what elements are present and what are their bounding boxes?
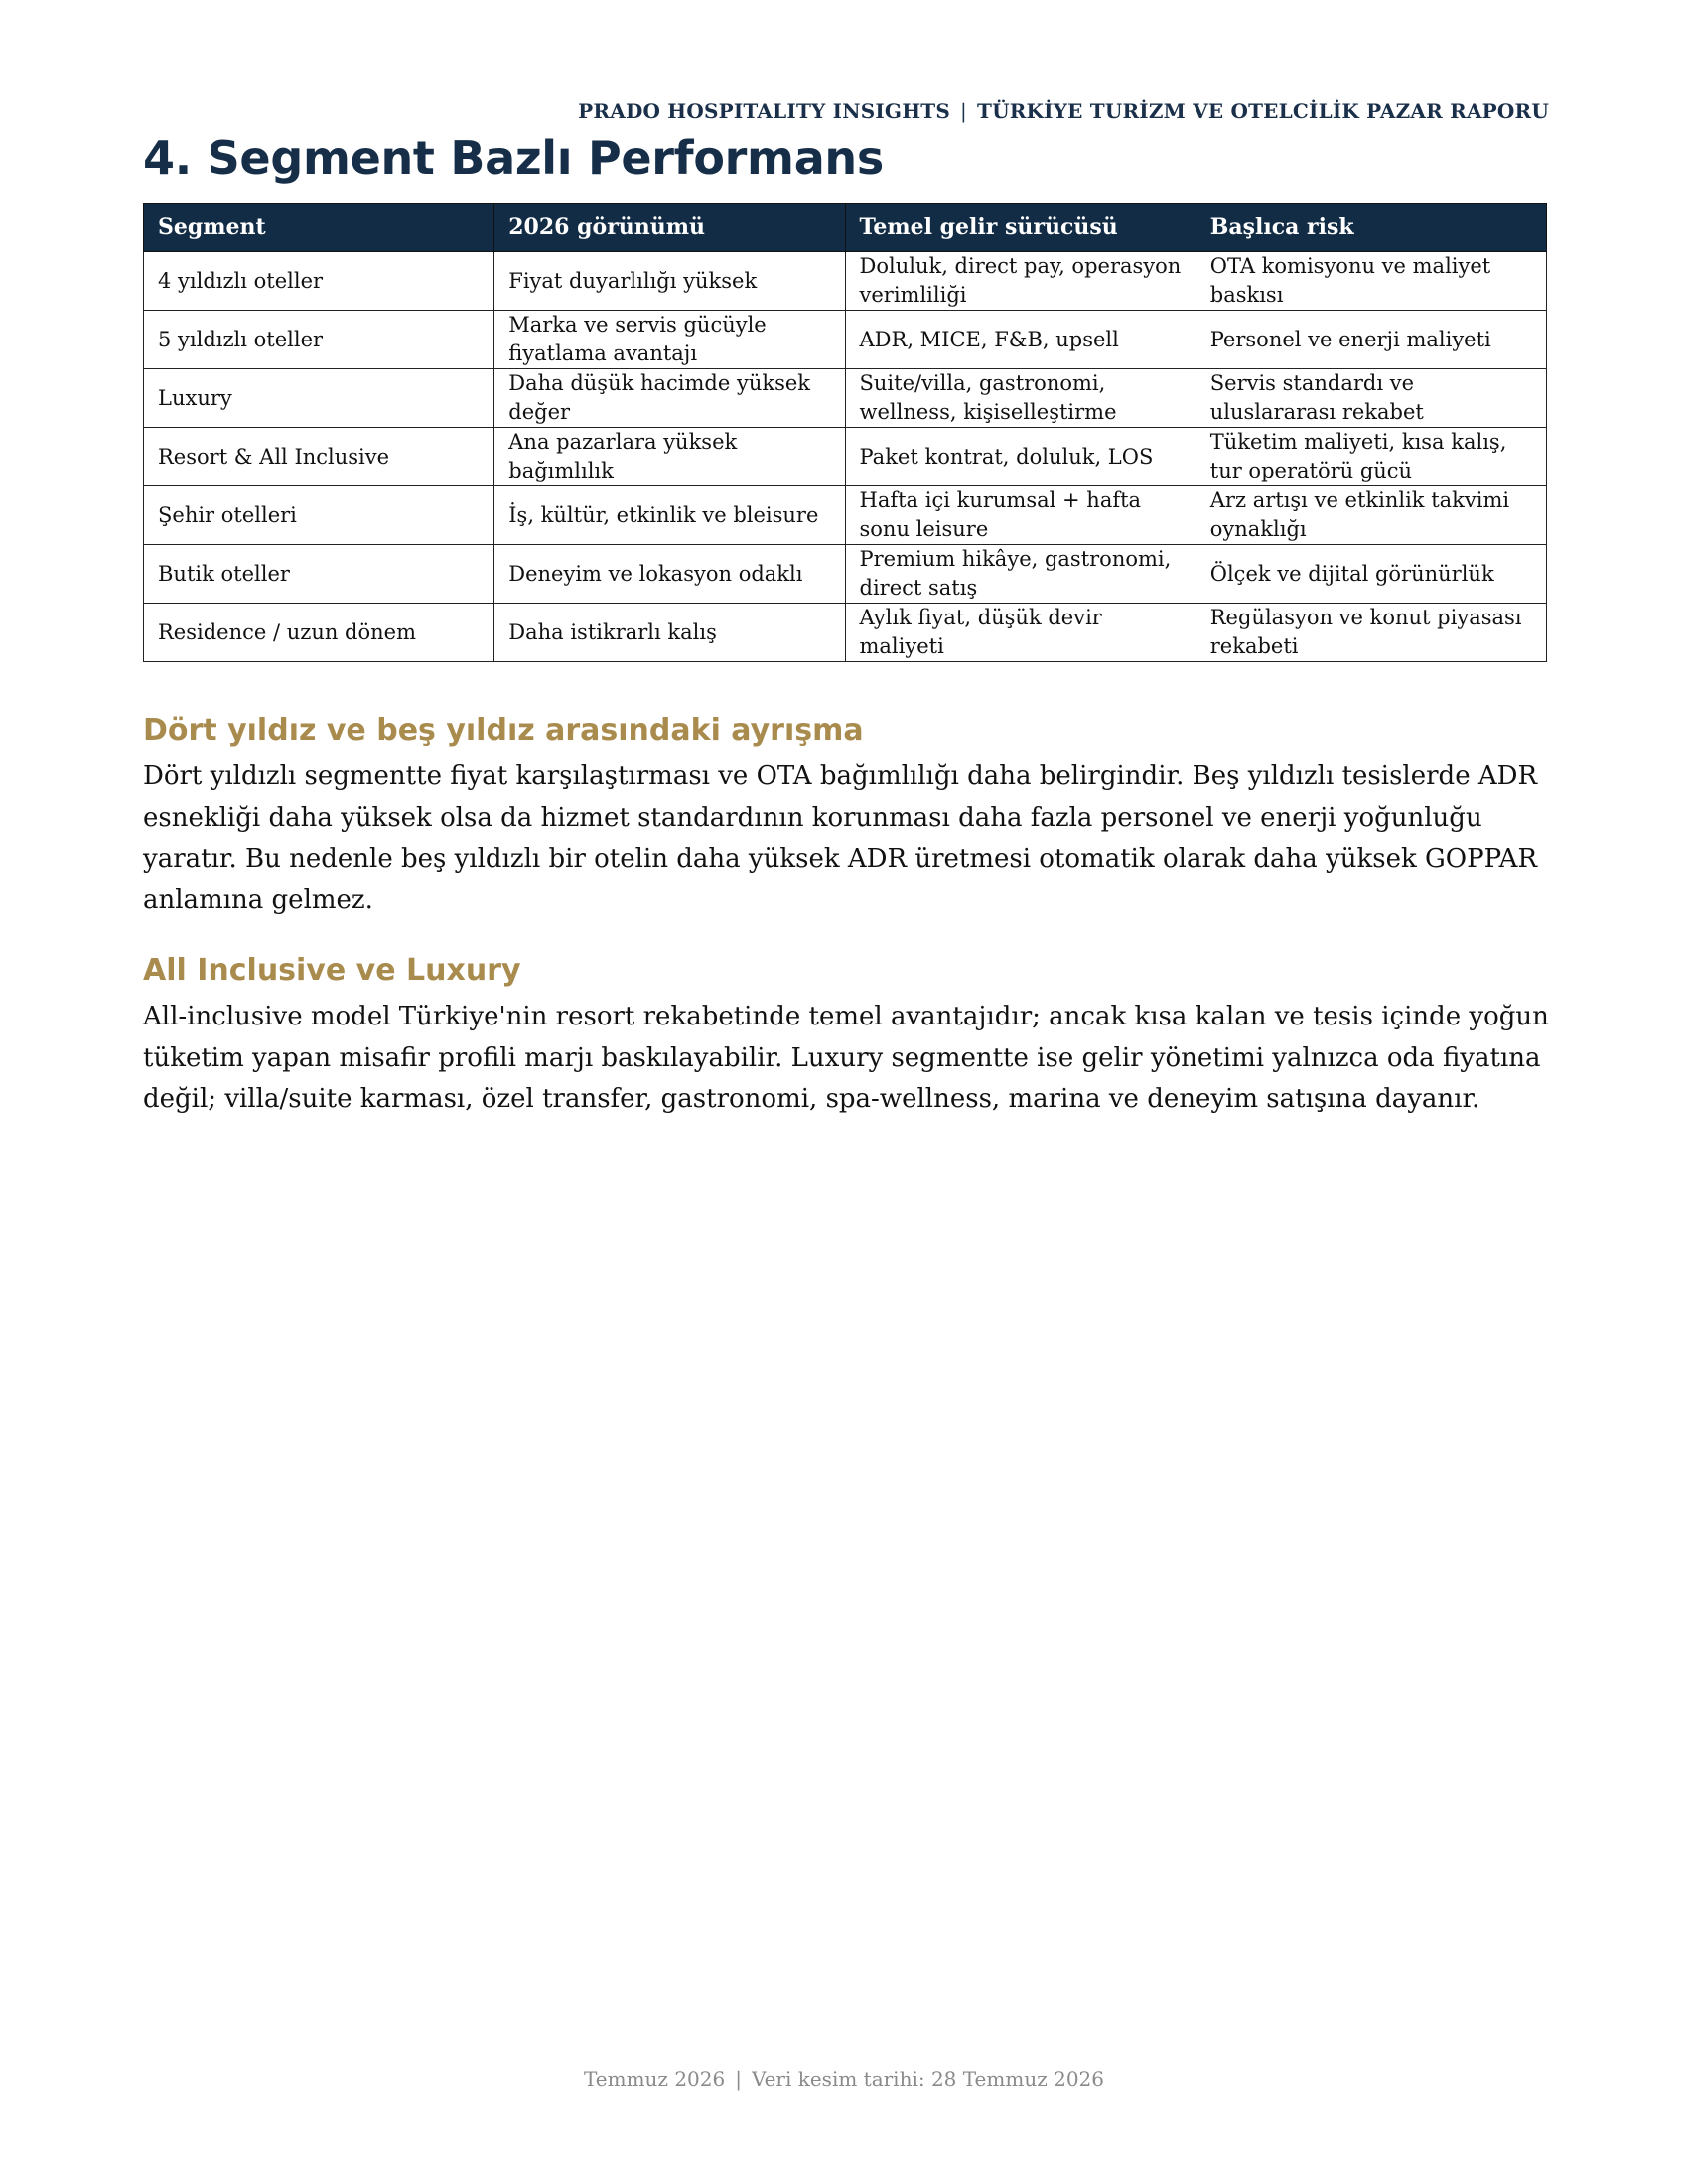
table-row xyxy=(144,252,1547,311)
table-cell: Arz artışı ve etkinlik takvimi oynaklığı xyxy=(1196,486,1546,545)
table-cell: 5 yıldızlı oteller xyxy=(144,311,494,369)
table-cell: Paket kontrat, doluluk, LOS xyxy=(845,428,1196,486)
page-header xyxy=(139,99,1549,123)
page-title: 4. Segment Bazlı Performans xyxy=(143,131,884,185)
header-brand: PRADO HOSPITALITY INSIGHTS xyxy=(578,99,951,123)
table-cell: Aylık fiyat, düşük devir maliyeti xyxy=(845,604,1196,662)
table-cell: OTA komisyonu ve maliyet baskısı xyxy=(1196,252,1546,311)
table-cell: Hafta içi kurumsal + hafta sonu leisure xyxy=(845,486,1196,545)
column-header-main-risk: Başlıca risk xyxy=(1196,204,1546,252)
header-separator: | xyxy=(960,99,967,123)
table-header-row xyxy=(144,204,1547,252)
table-cell: Marka ve servis gücüyle fiyatlama avantajı xyxy=(494,311,845,369)
table-row xyxy=(144,369,1547,428)
table-cell: Resort & All Inclusive xyxy=(144,428,494,486)
table-cell: ADR, MICE, F&B, upsell xyxy=(845,311,1196,369)
footer-separator: | xyxy=(735,2067,742,2091)
table-row xyxy=(144,486,1547,545)
table-cell: Fiyat duyarlılığı yüksek xyxy=(494,252,845,311)
table-cell: Personel ve enerji maliyeti xyxy=(1196,311,1546,369)
section-heading-all-inclusive-luxury: All Inclusive ve Luxury xyxy=(143,953,521,988)
table-cell: Butik oteller xyxy=(144,545,494,604)
column-header-segment: Segment xyxy=(144,204,494,252)
table-row xyxy=(144,311,1547,369)
table-cell: Servis standardı ve uluslararası rekabet xyxy=(1196,369,1546,428)
table-cell: Premium hikâye, gastronomi, direct satış xyxy=(845,545,1196,604)
table-cell: Daha düşük hacimde yüksek değer xyxy=(494,369,845,428)
table-cell: İş, kültür, etkinlik ve bleisure xyxy=(494,486,845,545)
table-cell: Luxury xyxy=(144,369,494,428)
table-cell: Ana pazarlara yüksek bağımlılık xyxy=(494,428,845,486)
table-cell: Şehir otelleri xyxy=(144,486,494,545)
page-footer xyxy=(0,2067,1688,2091)
column-header-revenue-driver: Temel gelir sürücüsü xyxy=(845,204,1196,252)
table-cell: Suite/villa, gastronomi, wellness, kişiselleştirme xyxy=(845,369,1196,428)
section-heading-star-divergence: Dört yıldız ve beş yıldız arasındaki ayrışma xyxy=(143,713,864,748)
table-cell: 4 yıldızlı oteller xyxy=(144,252,494,311)
table-cell: Deneyim ve lokasyon odaklı xyxy=(494,545,845,604)
table-cell: Ölçek ve dijital görünürlük xyxy=(1196,545,1546,604)
table-row xyxy=(144,428,1547,486)
section-body-all-inclusive-luxury: All-inclusive model Türkiye'nin resort rekabetinde temel avantajıdır; ancak kısa kalan ve tesis içinde yoğun tüketim yapan misafir profili marjı baskılayabilir. Luxury segmentte ise gelir yönetimi yalnızca oda fiyatına değil; villa/suite karması, özel transfer, gastronomi, spa-wellness, marina ve deneyim satışına dayanır. xyxy=(143,1002,1549,1114)
header-report-title: TÜRKİYE TURİZM VE OTELCİLİK PAZAR RAPORU xyxy=(976,99,1549,123)
table-row xyxy=(144,604,1547,662)
section-body-star-divergence: Dört yıldızlı segmentte fiyat karşılaştırması ve OTA bağımlılığı daha belirgindir. Beş yıldızlı tesislerde ADR esnekliği daha yüksek olsa da hizmet standardının korunması daha fazla personel ve enerji yoğunluğu yaratır. Bu nedenle beş yıldızlı bir otelin daha yüksek ADR üretmesi otomatik olarak daha yüksek GOPPAR anlamına gelmez. xyxy=(143,761,1538,915)
table-row xyxy=(144,545,1547,604)
footer-date: Temmuz 2026 xyxy=(583,2067,726,2091)
table-cell: Daha istikrarlı kalış xyxy=(494,604,845,662)
table-cell: Doluluk, direct pay, operasyon verimliliği xyxy=(845,252,1196,311)
table-cell: Tüketim maliyeti, kısa kalış, tur operatörü gücü xyxy=(1196,428,1546,486)
footer-data-cutoff: Veri kesim tarihi: 28 Temmuz 2026 xyxy=(751,2067,1104,2091)
segment-performance-table xyxy=(143,203,1547,662)
table-cell: Regülasyon ve konut piyasası rekabeti xyxy=(1196,604,1546,662)
column-header-outlook: 2026 görünümü xyxy=(494,204,845,252)
table-cell: Residence / uzun dönem xyxy=(144,604,494,662)
